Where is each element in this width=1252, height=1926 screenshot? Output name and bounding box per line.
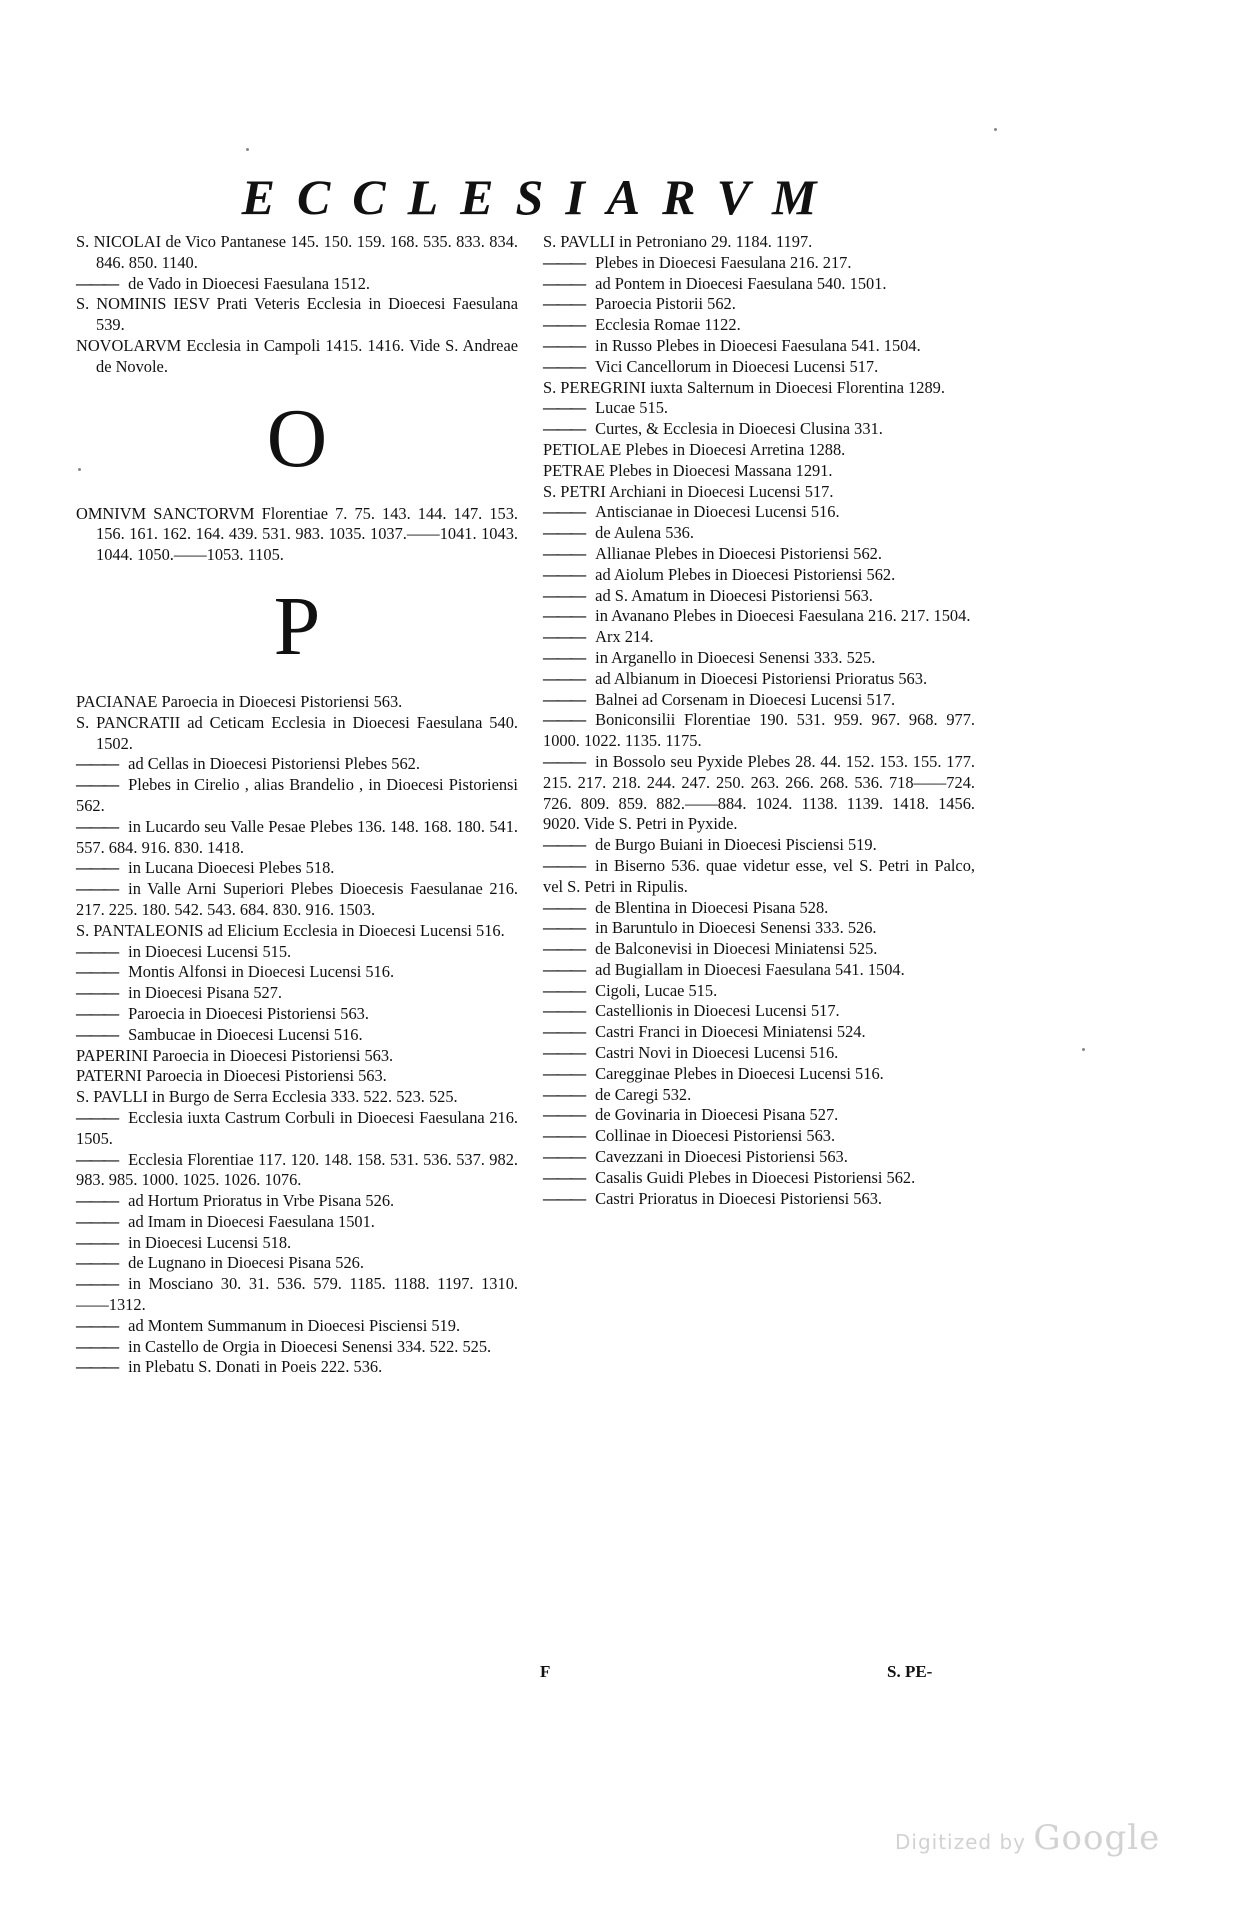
index-entry: ——— ad Cellas in Dioecesi Pistoriensi Plebes 562.	[76, 754, 518, 775]
print-speck	[1082, 1048, 1085, 1051]
print-speck	[78, 468, 81, 471]
index-entry: ——— Cigoli, Lucae 515.	[543, 981, 975, 1002]
index-entry: ——— de Aulena 536.	[543, 523, 975, 544]
index-entry: OMNIVM SANCTORVM Florentiae 7. 75. 143. 144. 147. 153. 156. 161. 162. 164. 439. 531. 983. 1035. 1037.——1041. 1043. 1044. 1050.——1053. 1105.	[76, 503, 518, 565]
index-entry: S. PANCRATII ad Ceticam Ecclesia in Dioecesi Faesulana 540. 1502.	[76, 712, 518, 753]
index-entry: ——— Ecclesia iuxta Castrum Corbuli in Dioecesi Faesulana 216. 1505.	[76, 1108, 518, 1150]
index-entry: ——— Allianae Plebes in Dioecesi Pistoriensi 562.	[543, 544, 975, 565]
index-entry: ——— de Vado in Dioecesi Faesulana 1512.	[76, 274, 518, 295]
watermark-prefix: Digitized by	[895, 1830, 1026, 1854]
index-entry: S. NOMINIS IESV Prati Veteris Ecclesia in Dioecesi Faesulana 539.	[76, 294, 518, 335]
index-entry: ——— Boniconsilii Florentiae 190. 531. 959. 967. 968. 977. 1000. 1022. 1135. 1175.	[543, 710, 975, 752]
right-column	[543, 232, 975, 1209]
index-entry: ——— Balnei ad Corsenam in Dioecesi Lucensi 517.	[543, 690, 975, 711]
index-entry: PATERNI Paroecia in Dioecesi Pistoriensi 563.	[76, 1066, 387, 1086]
index-entry: ——— ad S. Amatum in Dioecesi Pistoriensi 563.	[543, 586, 975, 607]
index-entry: ——— ad Albianum in Dioecesi Pistoriensi Prioratus 563.	[543, 669, 975, 690]
index-entry: ——— de Caregi 532.	[543, 1085, 975, 1106]
index-entry: ——— Vici Cancellorum in Dioecesi Lucensi 517.	[543, 357, 975, 378]
index-entry: ——— Sambucae in Dioecesi Lucensi 516.	[76, 1025, 518, 1046]
index-entry: ——— in Dioecesi Lucensi 515.	[76, 942, 518, 963]
index-entry: ——— in Baruntulo in Dioecesi Senensi 333. 526.	[543, 918, 975, 939]
index-entry: ——— Caregginae Plebes in Dioecesi Lucensi 516.	[543, 1064, 975, 1085]
watermark-brand: Google	[1033, 1818, 1161, 1858]
index-entry: ——— ad Hortum Prioratus in Vrbe Pisana 526.	[76, 1191, 518, 1212]
index-entry: ——— in Valle Arni Superiori Plebes Dioecesis Faesulanae 216. 217. 225. 180. 542. 543. 684. 830. 916. 1503.	[76, 879, 518, 921]
index-entry: ——— Lucae 515.	[543, 398, 975, 419]
index-entry: ——— Paroecia Pistorii 562.	[543, 294, 975, 315]
index-entry: ——— in Biserno 536. quae videtur esse, vel S. Petri in Palco, vel S. Petri in Ripulis.	[543, 856, 975, 898]
index-entry: S. NICOLAI de Vico Pantanese 145. 150. 159. 168. 535. 833. 834. 846. 850. 1140.	[76, 232, 518, 272]
index-entry: ——— Antiscianae in Dioecesi Lucensi 516.	[543, 502, 975, 523]
index-entry: S. PETRI Archiani in Dioecesi Lucensi 517.	[543, 481, 834, 501]
index-entry: ——— Ecclesia Florentiae 117. 120. 148. 158. 531. 536. 537. 982. 983. 985. 1000. 1025. 1026. 1076.	[76, 1150, 518, 1192]
index-entry: ——— Cavezzani in Dioecesi Pistoriensi 563.	[543, 1147, 975, 1168]
index-entry: ——— de Burgo Buiani in Dioecesi Pisciensi 519.	[543, 835, 975, 856]
index-entry: ——— in Dioecesi Pisana 527.	[76, 983, 518, 1004]
index-entry: ——— de Balconevisi in Dioecesi Miniatensi 525.	[543, 939, 975, 960]
index-entry: ——— de Govinaria in Dioecesi Pisana 527.	[543, 1105, 975, 1126]
index-entry: PETIOLAE Plebes in Dioecesi Arretina 1288.	[543, 439, 846, 459]
index-entry: ——— de Blentina in Dioecesi Pisana 528.	[543, 898, 975, 919]
index-entry: ——— ad Bugiallam in Dioecesi Faesulana 541. 1504.	[543, 960, 975, 981]
index-entry: NOVOLARVM Ecclesia in Campoli 1415. 1416. Vide S. Andreae de Novole.	[76, 335, 518, 376]
index-entry: ——— de Lugnano in Dioecesi Pisana 526.	[76, 1253, 518, 1274]
digitization-watermark	[895, 1818, 1160, 1858]
index-entry: ——— Castri Prioratus in Dioecesi Pistoriensi 563.	[543, 1189, 975, 1210]
index-entry: ——— ad Montem Summanum in Dioecesi Pisciensi 519.	[76, 1316, 518, 1337]
index-entry: ——— in Plebatu S. Donati in Poeis 222. 536.	[76, 1357, 518, 1378]
catchword: S. PE-	[887, 1662, 933, 1681]
index-entry: ——— ad Pontem in Dioecesi Faesulana 540. 1501.	[543, 274, 975, 295]
index-entry: ——— in Dioecesi Lucensi 518.	[76, 1233, 518, 1254]
index-entry: ——— in Castello de Orgia in Dioecesi Senensi 334. 522. 525.	[76, 1337, 518, 1358]
index-entry: ——— Castri Novi in Dioecesi Lucensi 516.	[543, 1043, 975, 1064]
index-entry: ——— Ecclesia Romae 1122.	[543, 315, 975, 336]
index-entry: S. PAVLLI in Petroniano 29. 1184. 1197.	[543, 232, 813, 251]
index-entry: ——— Collinae in Dioecesi Pistoriensi 563.	[543, 1126, 975, 1147]
index-entry: ——— in Avanano Plebes in Dioecesi Faesulana 216. 217. 1504.	[543, 606, 975, 627]
index-entry: ——— ad Imam in Dioecesi Faesulana 1501.	[76, 1212, 518, 1233]
index-entry: S. PAVLLI in Burgo de Serra Ecclesia 333. 522. 523. 525.	[76, 1087, 458, 1107]
entries-o	[76, 504, 518, 566]
print-speck	[246, 148, 249, 151]
index-entry: PAPERINI Paroecia in Dioecesi Pistoriensi 563.	[76, 1045, 394, 1065]
entries-n	[76, 232, 518, 378]
index-entry: S. PEREGRINI iuxta Salternum in Dioecesi Florentina 1289.	[543, 377, 945, 397]
index-entry: ——— Arx 214.	[543, 627, 975, 648]
index-entry: ——— Paroecia in Dioecesi Pistoriensi 563.	[76, 1004, 518, 1025]
index-entry: ——— Plebes in Cirelio , alias Brandelio , in Dioecesi Pistoriensi 562.	[76, 775, 518, 817]
page-heading: ECCLESIARVM	[241, 169, 839, 225]
entries-p	[76, 692, 518, 1378]
index-entry: PETRAE Plebes in Dioecesi Massana 1291.	[543, 460, 833, 480]
index-entry: ——— in Lucana Dioecesi Plebes 518.	[76, 858, 518, 879]
index-entry: ——— in Mosciano 30. 31. 536. 579. 1185. 1188. 1197. 1310.——1312.	[76, 1274, 518, 1316]
index-entry: ——— in Lucardo seu Valle Pesae Plebes 136. 148. 168. 180. 541. 557. 684. 916. 830. 1418.	[76, 817, 518, 859]
index-entry: ——— Castri Franci in Dioecesi Miniatensi 524.	[543, 1022, 975, 1043]
index-entry: ——— Plebes in Dioecesi Faesulana 216. 217.	[543, 253, 975, 274]
index-entry: ——— in Arganello in Dioecesi Senensi 333. 525.	[543, 648, 975, 669]
index-entry: S. PANTALEONIS ad Elicium Ecclesia in Dioecesi Lucensi 516.	[76, 920, 505, 940]
index-entry: ——— Casalis Guidi Plebes in Dioecesi Pistoriensi 562.	[543, 1168, 975, 1189]
index-entry: ——— Curtes, & Ecclesia in Dioecesi Clusina 331.	[543, 419, 975, 440]
index-entry: ——— in Bossolo seu Pyxide Plebes 28. 44. 152. 153. 155. 177. 215. 217. 218. 244. 247. 250. 263. 266. 268. 536. 718——724. 726. 809. 859. 882.——884. 1024. 1138. 1139. 1418. 1456. 9020. Vide S. Petri in Pyxide.	[543, 752, 975, 835]
left-column	[76, 232, 518, 1378]
section-letter-o: O	[266, 391, 328, 485]
index-entry: ——— Castellionis in Dioecesi Lucensi 517.	[543, 1001, 975, 1022]
index-entry: ——— Montis Alfonsi in Dioecesi Lucensi 516.	[76, 962, 518, 983]
index-entry: ——— in Russo Plebes in Dioecesi Faesulana 541. 1504.	[543, 336, 975, 357]
print-speck	[994, 128, 997, 131]
index-entry: ——— ad Aiolum Plebes in Dioecesi Pistoriensi 562.	[543, 565, 975, 586]
signature-mark: F	[540, 1662, 551, 1681]
section-letter-p: P	[273, 579, 321, 673]
index-entry: PACIANAE Paroecia in Dioecesi Pistoriensi 563.	[76, 691, 403, 711]
